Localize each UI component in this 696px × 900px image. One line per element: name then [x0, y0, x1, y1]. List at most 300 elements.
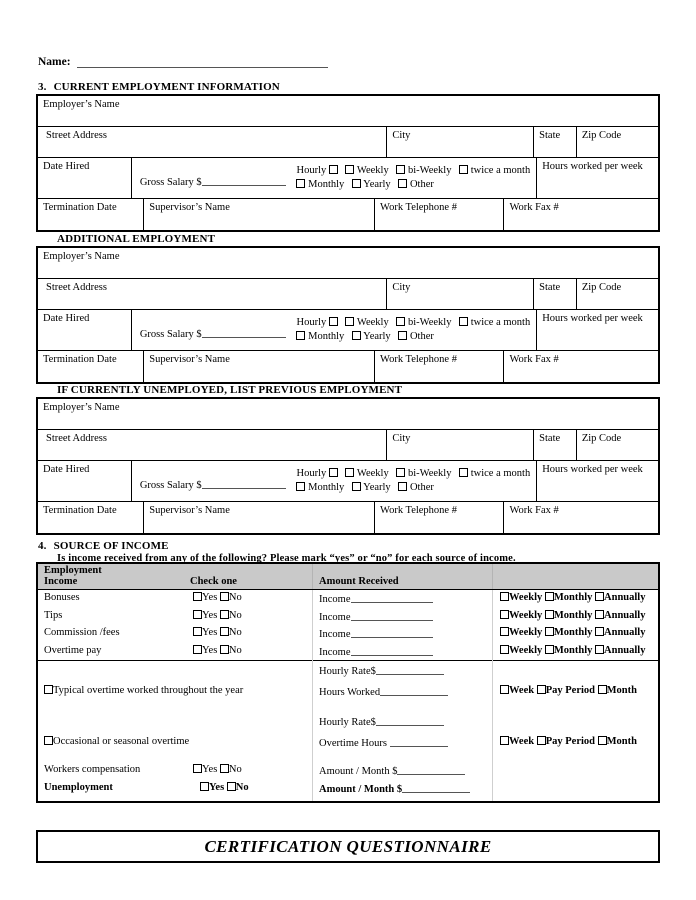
- cell-date-hired[interactable]: [38, 158, 132, 198]
- header-separator-period: [492, 564, 493, 589]
- table-row-termination: [38, 502, 658, 533]
- label-hours-worked: Hours Worked: [319, 687, 381, 698]
- table-row-address: [38, 430, 658, 461]
- header-amount-received: Amount Received: [319, 576, 399, 587]
- header-employment: Employment: [44, 565, 102, 576]
- cell-employer-name[interactable]: [38, 248, 658, 278]
- checkbox-typical-overtime[interactable]: [44, 685, 53, 694]
- table-row-salary: [38, 461, 658, 502]
- option-other-label: Other: [409, 331, 434, 342]
- checkbox-no[interactable]: [220, 764, 229, 773]
- section-title: CURRENT EMPLOYMENT INFORMATION: [53, 81, 280, 93]
- label-yes: Yes: [202, 644, 218, 656]
- checkbox-hourly[interactable]: [329, 165, 338, 174]
- unemployment-amount[interactable]: [319, 782, 470, 796]
- label-monthly: Monthly: [553, 627, 593, 638]
- income-row-label: Overtime pay: [44, 644, 102, 656]
- label-street-address: Street Address: [46, 130, 107, 141]
- cell-street-address[interactable]: [38, 430, 387, 460]
- checkbox-monthly[interactable]: [545, 592, 554, 601]
- label-work-fax: Work Fax #: [509, 202, 559, 213]
- table-row-employer: [38, 399, 658, 430]
- section-title-additional: ADDITIONAL EMPLOYMENT: [57, 233, 216, 245]
- cell-date-hired[interactable]: [38, 310, 132, 350]
- unemployment-yesno: [200, 782, 249, 794]
- cell-hours-per-week[interactable]: [537, 310, 658, 350]
- checkbox-weekly[interactable]: [345, 317, 354, 326]
- option-yearly[interactable]: [352, 179, 391, 190]
- income-row-yesno: [193, 592, 242, 604]
- label-gross-salary: Gross Salary $: [139, 176, 202, 188]
- label-work-fax: Work Fax #: [509, 505, 559, 516]
- workers-comp-yesno: [193, 764, 242, 776]
- option-yearly[interactable]: [352, 482, 391, 493]
- label-street-address: Street Address: [46, 433, 107, 444]
- checkbox-other[interactable]: [398, 482, 407, 491]
- option-monthly-label: Monthly: [308, 331, 345, 342]
- label-monthly: Monthly: [553, 609, 593, 621]
- option-twice-a-month-label: twice a month: [470, 317, 531, 328]
- label-monthly: Monthly: [553, 592, 593, 603]
- checkbox-monthly[interactable]: [296, 331, 305, 340]
- income-row-yesno: [193, 645, 242, 657]
- cell-work-telephone[interactable]: [375, 199, 504, 230]
- cell-hours-per-week[interactable]: [537, 461, 658, 501]
- workers-comp-amount[interactable]: [319, 764, 465, 778]
- option-weekly-label: Weekly: [356, 165, 389, 176]
- pay-frequency-options: [296, 316, 530, 344]
- gross-salary-input-line[interactable]: [202, 327, 286, 338]
- label-monthly: Monthly: [553, 644, 593, 656]
- label-annually: Annually: [604, 609, 646, 621]
- label-hourly-rate: Hourly Rate$: [319, 717, 376, 728]
- label-city: City: [392, 130, 411, 141]
- label-weekly: Weekly: [509, 644, 543, 656]
- overtime-typical-option[interactable]: [44, 685, 243, 697]
- label-amount-month: Amount / Month $: [319, 766, 398, 777]
- checkbox-weekly[interactable]: [345, 468, 354, 477]
- checkbox-annually[interactable]: [595, 592, 604, 601]
- table-row-employer: [38, 248, 658, 279]
- label-street-address: Street Address: [46, 282, 107, 293]
- checkbox-monthly[interactable]: [545, 627, 554, 636]
- checkbox-occasional-overtime[interactable]: [44, 736, 53, 745]
- cell-gross-salary: [132, 461, 537, 501]
- section-heading-current-employment: [38, 81, 280, 94]
- cell-zip[interactable]: [577, 127, 658, 157]
- income-row-commission-fees: [38, 625, 658, 643]
- cell-employer-name[interactable]: [38, 96, 658, 126]
- checkbox-yes[interactable]: [193, 610, 202, 619]
- label-work-telephone: Work Telephone #: [380, 354, 457, 365]
- cell-termination-date[interactable]: [38, 199, 144, 230]
- name-input-line[interactable]: [77, 56, 328, 68]
- option-weekly-label: Weekly: [356, 468, 389, 479]
- option-twice-a-month[interactable]: [459, 468, 530, 479]
- table-row-termination: [38, 199, 658, 230]
- section-heading-additional-employment: [57, 233, 215, 246]
- header-separator-amount: [312, 564, 313, 589]
- label-pay-period: Pay Period: [545, 685, 595, 696]
- checkbox-yes[interactable]: [200, 782, 209, 791]
- label-month: Month: [606, 685, 637, 696]
- overtime-block-occasional: [38, 712, 658, 763]
- label-no: No: [228, 592, 242, 603]
- cell-hours-per-week[interactable]: [537, 158, 658, 198]
- checkbox-other[interactable]: [398, 179, 407, 188]
- gross-salary-field[interactable]: [140, 327, 286, 341]
- workers-comp-label: Workers compensation: [44, 764, 141, 775]
- income-row-label: Commission /fees: [44, 627, 120, 638]
- cell-work-fax[interactable]: [504, 502, 658, 533]
- cell-work-telephone[interactable]: [375, 351, 504, 382]
- hourly-rate-input-line[interactable]: [376, 715, 444, 726]
- cell-city[interactable]: [387, 279, 534, 309]
- label-no: No: [228, 764, 242, 775]
- label-yes: Yes: [202, 764, 218, 775]
- label-city: City: [392, 433, 411, 444]
- option-hourly-label: Hourly: [296, 468, 327, 479]
- label-supervisor-name: Supervisor’s Name: [149, 354, 230, 365]
- pay-frequency-options: [296, 164, 530, 192]
- label-income-prefix: Income: [319, 629, 351, 640]
- pay-frequency-options: [296, 467, 530, 495]
- option-hourly[interactable]: [296, 468, 337, 479]
- checkbox-weekly[interactable]: [345, 165, 354, 174]
- section-number-income: 4.: [38, 540, 47, 552]
- amount-input-line[interactable]: [351, 610, 433, 621]
- header-income: Income: [44, 576, 78, 587]
- overtime-typical-hours-worked[interactable]: [319, 685, 448, 699]
- cell-supervisor-name[interactable]: [144, 351, 375, 382]
- checkbox-monthly[interactable]: [545, 610, 554, 619]
- checkbox-yes[interactable]: [193, 627, 202, 636]
- label-supervisor-name: Supervisor’s Name: [149, 505, 230, 516]
- checkbox-biweekly[interactable]: [396, 317, 405, 326]
- label-supervisor-name: Supervisor’s Name: [149, 202, 230, 213]
- label-amount-month: Amount / Month $: [319, 784, 403, 795]
- label-no: No: [235, 782, 249, 793]
- checkbox-twice-a-month[interactable]: [459, 165, 468, 174]
- option-hourly-label: Hourly: [296, 165, 327, 176]
- hourly-rate-input-line[interactable]: [376, 664, 444, 675]
- checkbox-twice-a-month[interactable]: [459, 468, 468, 477]
- gross-salary-field[interactable]: [140, 175, 286, 189]
- checkbox-monthly[interactable]: [296, 179, 305, 188]
- overtime-occasional-option[interactable]: [44, 736, 189, 748]
- unemployment-label: Unemployment: [44, 782, 113, 793]
- checkbox-monthly[interactable]: [545, 645, 554, 654]
- cell-zip[interactable]: [577, 430, 658, 460]
- label-date-hired: Date Hired: [43, 464, 90, 475]
- cell-gross-salary: [132, 310, 537, 350]
- label-week: Week: [509, 736, 535, 747]
- income-row-yesno: [193, 610, 242, 622]
- checkbox-no[interactable]: [227, 782, 236, 791]
- cell-work-fax[interactable]: [504, 351, 658, 382]
- income-row-tips: [38, 608, 658, 626]
- cell-work-fax[interactable]: [504, 199, 658, 230]
- label-work-telephone: Work Telephone #: [380, 505, 457, 516]
- table-row-address: [38, 279, 658, 310]
- option-other[interactable]: [398, 179, 434, 190]
- label-no: No: [228, 627, 242, 638]
- label-annually: Annually: [604, 592, 646, 603]
- checkbox-pay-period[interactable]: [537, 685, 546, 694]
- overtime-occasional-hours[interactable]: [319, 736, 448, 750]
- workers-comp-amount-input-line[interactable]: [397, 764, 465, 775]
- option-other[interactable]: [398, 482, 434, 493]
- option-yearly-label: Yearly: [363, 179, 391, 190]
- amount-input-line[interactable]: [351, 592, 433, 603]
- overtime-occasional-period: [500, 736, 637, 748]
- label-state: State: [539, 130, 561, 141]
- label-weekly: Weekly: [509, 592, 543, 603]
- section-title-income: SOURCE OF INCOME: [53, 540, 169, 552]
- overtime-typical-hourly-rate[interactable]: [319, 664, 444, 678]
- label-yes: Yes: [202, 609, 218, 621]
- checkbox-yearly[interactable]: [352, 179, 361, 188]
- cell-employer-name[interactable]: [38, 399, 658, 429]
- section-heading-previous-employment: [57, 384, 402, 397]
- cell-street-address[interactable]: [38, 279, 387, 309]
- label-work-telephone: Work Telephone #: [380, 202, 457, 213]
- option-biweekly[interactable]: [396, 468, 451, 479]
- option-monthly[interactable]: [296, 331, 344, 342]
- checkbox-biweekly[interactable]: [396, 165, 405, 174]
- income-row-overtime-pay: [38, 643, 658, 661]
- label-overtime-hours: Overtime Hours: [319, 738, 390, 749]
- option-biweekly-label: bi-Weekly: [407, 165, 452, 176]
- option-yearly[interactable]: [352, 331, 391, 342]
- section-title-previous: IF CURRENTLY UNEMPLOYED, LIST PREVIOUS EMPLOYMENT: [57, 384, 403, 396]
- checkbox-yes[interactable]: [193, 764, 202, 773]
- amount-input-line[interactable]: [351, 645, 433, 656]
- option-monthly-label: Monthly: [308, 482, 345, 493]
- unemployment-amount-input-line[interactable]: [402, 782, 470, 793]
- option-other[interactable]: [398, 331, 434, 342]
- option-other-label: Other: [409, 179, 434, 190]
- label-state: State: [539, 282, 561, 293]
- option-biweekly[interactable]: [396, 317, 451, 328]
- checkbox-hourly[interactable]: [329, 317, 338, 326]
- header-check-one: Check one: [190, 576, 237, 587]
- overtime-hours-input-line[interactable]: [390, 736, 448, 747]
- label-hours-per-week: Hours worked per week: [542, 464, 643, 475]
- checkbox-week[interactable]: [500, 685, 509, 694]
- gross-salary-field[interactable]: [140, 478, 286, 492]
- label-termination-date: Termination Date: [43, 202, 117, 213]
- label-zip: Zip Code: [581, 433, 622, 444]
- label-state: State: [539, 433, 561, 444]
- checkbox-no[interactable]: [220, 592, 229, 601]
- table-row-address: [38, 127, 658, 158]
- checkbox-other[interactable]: [398, 331, 407, 340]
- checkbox-weekly[interactable]: [500, 645, 509, 654]
- label-pay-period: Pay Period: [545, 736, 595, 747]
- current-employment-table: [36, 94, 660, 232]
- income-row-period: [500, 627, 645, 639]
- label-gross-salary: Gross Salary $: [139, 328, 202, 340]
- income-row-period: [500, 592, 645, 604]
- option-twice-a-month-label: twice a month: [470, 165, 531, 176]
- overtime-occasional-hourly-rate[interactable]: [319, 715, 444, 729]
- income-row-yesno: [193, 627, 242, 639]
- checkbox-yes[interactable]: [193, 592, 202, 601]
- previous-employment-table: [36, 397, 660, 535]
- label-annually: Annually: [604, 644, 646, 656]
- amount-input-line[interactable]: [351, 627, 433, 638]
- checkbox-no[interactable]: [220, 645, 229, 654]
- checkbox-pay-period[interactable]: [537, 736, 546, 745]
- checkbox-weekly[interactable]: [500, 592, 509, 601]
- table-row-termination: [38, 351, 658, 382]
- income-table-header: [38, 564, 658, 590]
- checkbox-yearly[interactable]: [352, 482, 361, 491]
- gross-salary-input-line[interactable]: [202, 175, 286, 186]
- label-employer-name: Employer’s Name: [43, 99, 120, 110]
- income-row-amount[interactable]: [319, 645, 433, 659]
- checkbox-hourly[interactable]: [329, 468, 338, 477]
- label-yes: Yes: [202, 627, 218, 638]
- table-row-salary: [38, 158, 658, 199]
- option-hourly[interactable]: [296, 317, 337, 328]
- option-monthly[interactable]: [296, 179, 344, 190]
- cell-date-hired[interactable]: [38, 461, 132, 501]
- income-row-amount[interactable]: [319, 610, 433, 624]
- label-termination-date: Termination Date: [43, 505, 117, 516]
- income-row-period: [500, 610, 645, 622]
- option-weekly[interactable]: [345, 468, 388, 479]
- option-biweekly[interactable]: [396, 165, 451, 176]
- cell-gross-salary: [132, 158, 537, 198]
- label-zip: Zip Code: [581, 282, 622, 293]
- table-row-salary: [38, 310, 658, 351]
- income-row-bonuses: [38, 590, 658, 608]
- cell-city[interactable]: [387, 430, 534, 460]
- name-field-row: [38, 56, 328, 68]
- label-hourly-rate: Hourly Rate$: [319, 666, 376, 677]
- option-twice-a-month-label: twice a month: [470, 468, 531, 479]
- cell-work-telephone[interactable]: [375, 502, 504, 533]
- label-income-prefix: Income: [319, 611, 351, 623]
- option-weekly[interactable]: [345, 317, 388, 328]
- label-week: Week: [509, 685, 535, 696]
- option-hourly-label: Hourly: [296, 317, 327, 328]
- benefits-block: [38, 763, 658, 801]
- hours-worked-input-line[interactable]: [380, 685, 448, 696]
- label-termination-date: Termination Date: [43, 354, 117, 365]
- income-instruction-pre: Is income received from any of the following? Please mark “yes” or “no” for: [57, 553, 412, 564]
- label-yes: Yes: [209, 782, 225, 793]
- overtime-block-typical: [38, 661, 658, 712]
- cell-supervisor-name[interactable]: [144, 199, 375, 230]
- label-no: No: [228, 609, 242, 621]
- section-number: 3.: [38, 81, 47, 93]
- label-income-prefix: Income: [319, 646, 351, 658]
- income-row-label: Tips: [44, 609, 63, 621]
- label-date-hired: Date Hired: [43, 313, 90, 324]
- option-other-label: Other: [409, 482, 434, 493]
- overtime-typical-label: Typical overtime worked throughout the year: [53, 685, 244, 696]
- checkbox-month[interactable]: [598, 736, 607, 745]
- checkbox-twice-a-month[interactable]: [459, 317, 468, 326]
- checkbox-week[interactable]: [500, 736, 509, 745]
- income-row-amount[interactable]: [319, 592, 433, 606]
- label-date-hired: Date Hired: [43, 161, 90, 172]
- label-zip: Zip Code: [581, 130, 622, 141]
- label-hours-per-week: Hours worked per week: [542, 313, 643, 324]
- option-twice-a-month[interactable]: [459, 317, 530, 328]
- option-weekly-label: Weekly: [356, 317, 389, 328]
- checkbox-biweekly[interactable]: [396, 468, 405, 477]
- label-city: City: [392, 282, 411, 293]
- income-instruction-post: source of income.: [432, 553, 516, 564]
- option-hourly[interactable]: [296, 165, 337, 176]
- option-monthly[interactable]: [296, 482, 344, 493]
- checkbox-no[interactable]: [220, 610, 229, 619]
- income-instruction-emphasis: each: [411, 553, 433, 564]
- checkbox-weekly[interactable]: [500, 627, 509, 636]
- option-twice-a-month[interactable]: [459, 165, 530, 176]
- source-of-income-table: [36, 562, 660, 803]
- checkbox-month[interactable]: [598, 685, 607, 694]
- label-gross-salary: Gross Salary $: [139, 479, 202, 491]
- cell-city[interactable]: [387, 127, 534, 157]
- cell-termination-date[interactable]: [38, 351, 144, 382]
- label-employer-name: Employer’s Name: [43, 402, 120, 413]
- option-weekly[interactable]: [345, 165, 388, 176]
- checkbox-annually[interactable]: [595, 610, 604, 619]
- cell-supervisor-name[interactable]: [144, 502, 375, 533]
- checkbox-no[interactable]: [220, 627, 229, 636]
- certification-title: CERTIFICATION QUESTIONNAIRE: [204, 836, 492, 856]
- gross-salary-input-line[interactable]: [202, 478, 286, 489]
- option-monthly-label: Monthly: [308, 179, 345, 190]
- table-row-employer: [38, 96, 658, 127]
- checkbox-annually[interactable]: [595, 645, 604, 654]
- cell-termination-date[interactable]: [38, 502, 144, 533]
- income-row-period: [500, 645, 645, 657]
- cell-state[interactable]: [534, 430, 577, 460]
- income-row-label: Bonuses: [44, 592, 80, 603]
- cell-state[interactable]: [534, 279, 577, 309]
- income-row-amount[interactable]: [319, 627, 433, 641]
- label-work-fax: Work Fax #: [509, 354, 559, 365]
- overtime-typical-period: [500, 685, 637, 697]
- checkbox-monthly[interactable]: [296, 482, 305, 491]
- checkbox-weekly[interactable]: [500, 610, 509, 619]
- name-label: Name:: [38, 56, 71, 68]
- overtime-occasional-label: Occasional or seasonal overtime: [53, 736, 190, 747]
- option-biweekly-label: bi-Weekly: [407, 317, 452, 328]
- label-annually: Annually: [604, 627, 646, 638]
- label-employer-name: Employer’s Name: [43, 251, 120, 262]
- label-weekly: Weekly: [509, 609, 543, 621]
- cell-zip[interactable]: [577, 279, 658, 309]
- checkbox-yearly[interactable]: [352, 331, 361, 340]
- cell-street-address[interactable]: [38, 127, 387, 157]
- label-weekly: Weekly: [509, 627, 543, 638]
- checkbox-yes[interactable]: [193, 645, 202, 654]
- label-income-prefix: Income: [319, 594, 351, 605]
- additional-employment-table: [36, 246, 660, 384]
- label-hours-per-week: Hours worked per week: [542, 161, 643, 172]
- label-yes: Yes: [202, 592, 218, 603]
- cell-state[interactable]: [534, 127, 577, 157]
- certification-banner: [36, 830, 660, 863]
- checkbox-annually[interactable]: [595, 627, 604, 636]
